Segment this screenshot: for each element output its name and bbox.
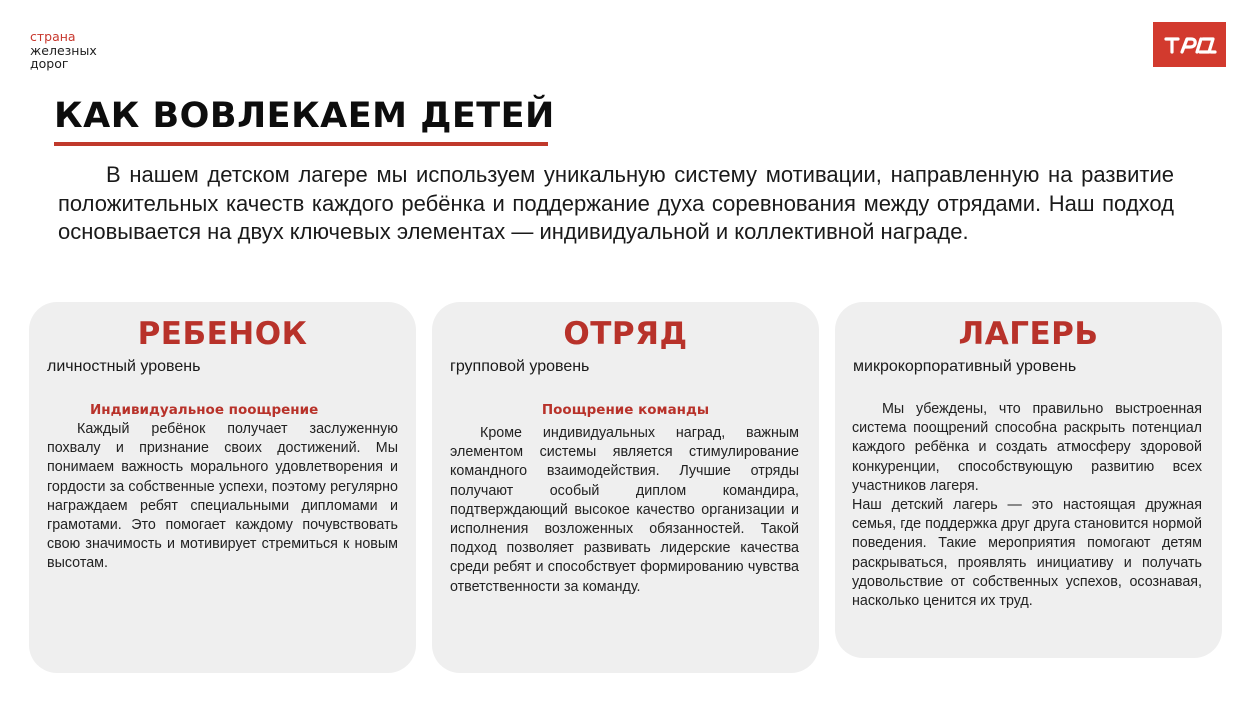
title-underline — [54, 142, 548, 146]
card-subtitle: Поощрение команды — [541, 402, 710, 418]
card-subtitle: Индивидуальное поощрение — [90, 402, 319, 418]
brand-wordmark — [30, 30, 97, 71]
card-squad — [432, 302, 819, 673]
card-camp — [835, 302, 1222, 658]
card-title: ЛАГЕРЬ — [958, 316, 1099, 352]
card-title: РЕБЕНОК — [137, 316, 308, 352]
brand-line-1: страна — [30, 29, 76, 44]
intro-paragraph: В нашем детском лагере мы используем уникальную систему мотивации, направленную на развитие положительных качеств каждого ребёнка и поддержание духа соревнования между отрядами. Наш подход основывается на двух ключевых элементах — индивидуальной и коллективной награде. — [58, 162, 1174, 244]
brand-line-2: железных — [30, 42, 97, 58]
card-level: групповой уровень — [450, 358, 590, 375]
card-paragraph: Кроме индивидуальных наград, важным элементом системы является стимулирование командного взаимодействия. Лучшие отряды получают особый диплом командира, подтверждающий высокое качество организации и исполнения возложенных обязанностей. Такой подход позволяет развивать лидерские качества среди ребят и способствует формированию чувства ответственности за команду. — [450, 425, 799, 595]
brand-line-3: дорог — [30, 56, 69, 71]
card-paragraph: Наш детский лагерь — это настоящая дружная семья, где поддержка друг друга становится нормой поведения. Такие мероприятия помогают детям раскрываться, проявлять инициативу и получать удовольствие от собственных успехов, осознавая, насколько ценится их труд. — [852, 497, 1202, 610]
card-level: микрокорпоративный уровень — [853, 358, 1077, 375]
page-title: КАК ВОВЛЕКАЕМ ДЕТЕЙ — [54, 96, 555, 136]
card-paragraph: Мы убеждены, что правильно выстроенная система поощрений способна раскрыть потенциал каждого ребёнка и создать атмосферу здоровой конкуренции, способствующую развитию всех участников лагеря. — [852, 401, 1202, 494]
card-paragraph: Каждый ребёнок получает заслуженную похвалу и признание своих достижений. Мы понимаем важность морального удовлетворения и гордости за собственные успехи, поэтому регулярно награждаем ребят специальными дипломами и грамотами. Это помогает каждому почувствовать свою значимость и мотивирует стремиться к новым высотам. — [47, 421, 398, 572]
rzd-logo-icon — [1153, 22, 1226, 67]
card-body — [450, 424, 799, 597]
rzd-glyph-icon — [1163, 34, 1217, 56]
card-body — [852, 400, 1202, 611]
card-title: ОТРЯД — [563, 316, 688, 352]
card-level: личностный уровень — [47, 358, 201, 375]
card-child — [29, 302, 416, 673]
card-body — [47, 420, 398, 574]
